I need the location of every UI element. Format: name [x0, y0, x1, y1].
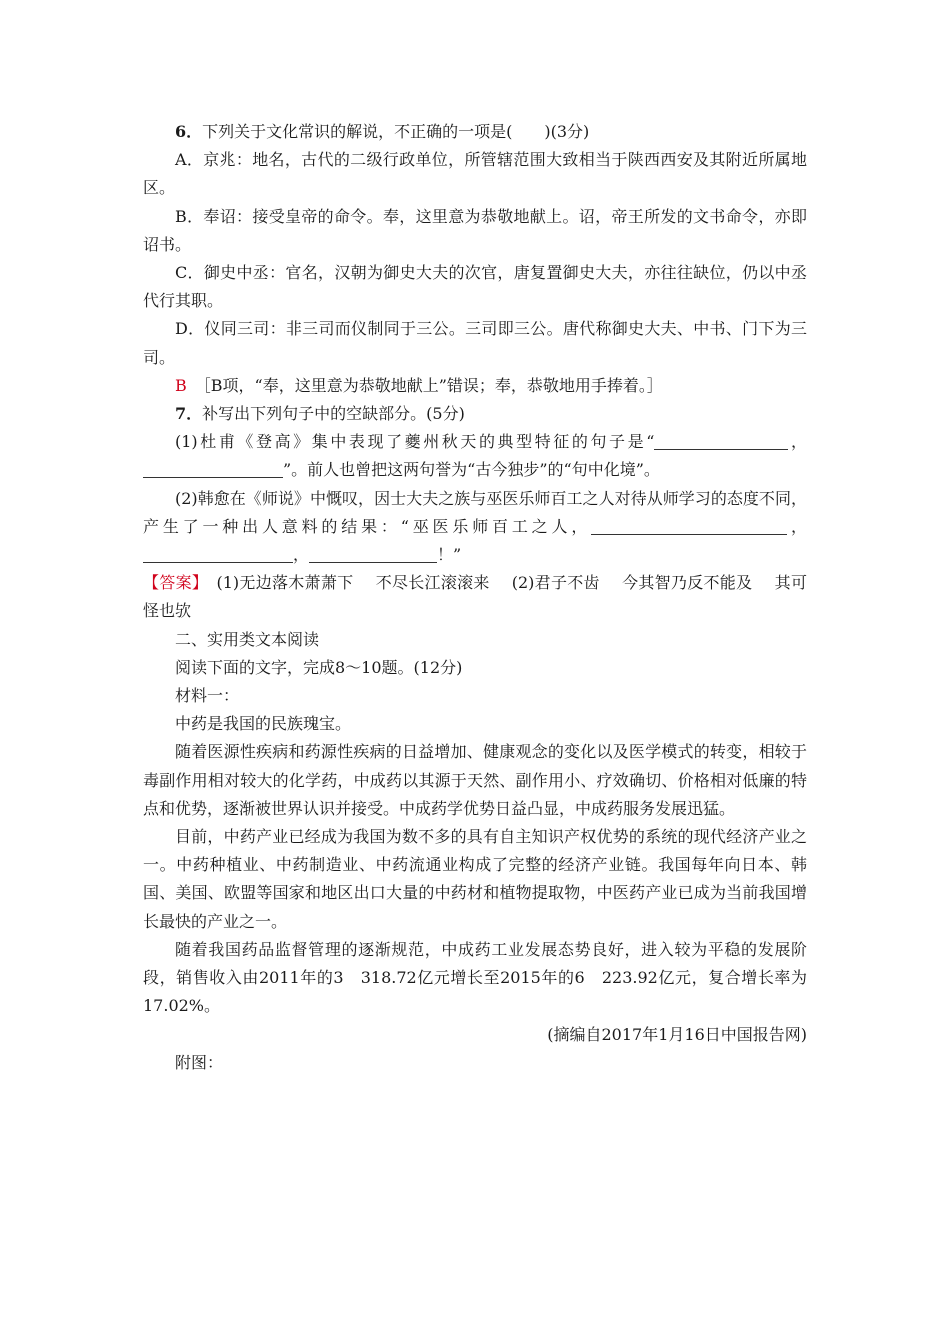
q6-option-b: B．奉诏：接受皇帝的命令。奉，这里意为恭敬地献上。诏，帝王所发的文书命令，亦即诏书。	[143, 206, 807, 254]
q7-part2: (2)韩愈在《师说》中慨叹，因士大夫之族与巫医乐师百工之人对待从师学习的态度不同，产生了一种出人意料的结果：“巫医乐师百工之人， ，， ！”	[143, 488, 807, 565]
fill-blank	[654, 433, 788, 450]
material-paragraph: 中药是我国的民族瑰宝。	[175, 714, 352, 734]
fill-blank	[143, 461, 283, 478]
section-instruction: 阅读下面的文字，完成8～10题。(12分)	[175, 657, 463, 677]
material-paragraph: 目前，中药产业已经成为我国为数不多的具有自主知识产权优势的系统的现代经济产业之一。中药种植业、中药制造业、中药流通业构成了完整的经济产业链。我国每年向日本、韩国、美国、欧盟等国家和地区出口大量的中药材和植物提取物，中医药产业已成为当前我国增长最快的产业之一。	[143, 827, 807, 931]
fill-blank	[309, 546, 437, 563]
q6-answer	[143, 372, 807, 400]
fill-blank	[591, 518, 787, 535]
q7-answer: 【答案】 (1)无边落木萧萧下 不尽长江滚滚来 (2)君子不齿 今其智乃反不能及 其可怪也欤	[143, 573, 807, 621]
fill-blank	[143, 546, 293, 563]
q6-option-a: A．京兆：地名，古代的二级行政单位，所管辖范围大致相当于陕西西安及其附近所属地区。	[143, 150, 807, 198]
q7-part1: (1)杜甫《登高》集中表现了夔州秋天的典型特征的句子是“ ，”。前人也曾把这两句誉为“古今独步”的“句中化境”。	[143, 428, 807, 484]
answer-tag: 【答案】	[143, 573, 201, 593]
q7-stem: 7．补写出下列句子中的空缺部分。(5分)	[175, 404, 465, 424]
q6-number: 6．	[175, 122, 203, 141]
q6-option-d: D．仪同三司：非三司而仪制同于三公。三司即三公。唐代称御史大夫、中书、门下为三司。	[143, 319, 807, 367]
figure-label: 附图：	[175, 1052, 224, 1072]
q6-option-c: C．御史中丞：官名，汉朝为御史大夫的次官，唐复置御史大夫，亦往往缺位，仍以中丞代行其职。	[143, 263, 807, 311]
material-label: 材料一：	[175, 686, 240, 706]
q6-answer-letter: B	[175, 375, 187, 395]
source-citation: (摘编自2017年1月16日中国报告网)	[547, 1024, 807, 1044]
material-paragraph: 随着我国药品监督管理的逐渐规范，中成药工业发展态势良好，进入较为平稳的发展阶段，销售收入由2011年的3 318.72亿元增长至2015年的6 223.92亿元，复合增长率为17.02%。	[143, 939, 807, 1016]
material-paragraph: 随着医源性疾病和药源性疾病的日益增加、健康观念的变化以及医学模式的转变，相较于毒副作用相对较大的化学药，中成药以其源于天然、副作用小、疗效确切、价格相对低廉的特点和优势，逐渐被世界认识并接受。中成药学优势日益凸显，中成药服务发展迅猛。	[143, 742, 807, 818]
q6-stem: 6．下列关于文化常识的解说，不正确的一项是( )(3分)	[175, 122, 590, 141]
document-page	[143, 118, 807, 1077]
q6-answer-explanation: ［B项，“奉，这里意为恭敬地献上”错误；奉，恭敬地用手捧着。］	[202, 375, 663, 395]
section-heading: 二、实用类文本阅读	[175, 629, 320, 649]
q7-number: 7．	[175, 404, 203, 424]
